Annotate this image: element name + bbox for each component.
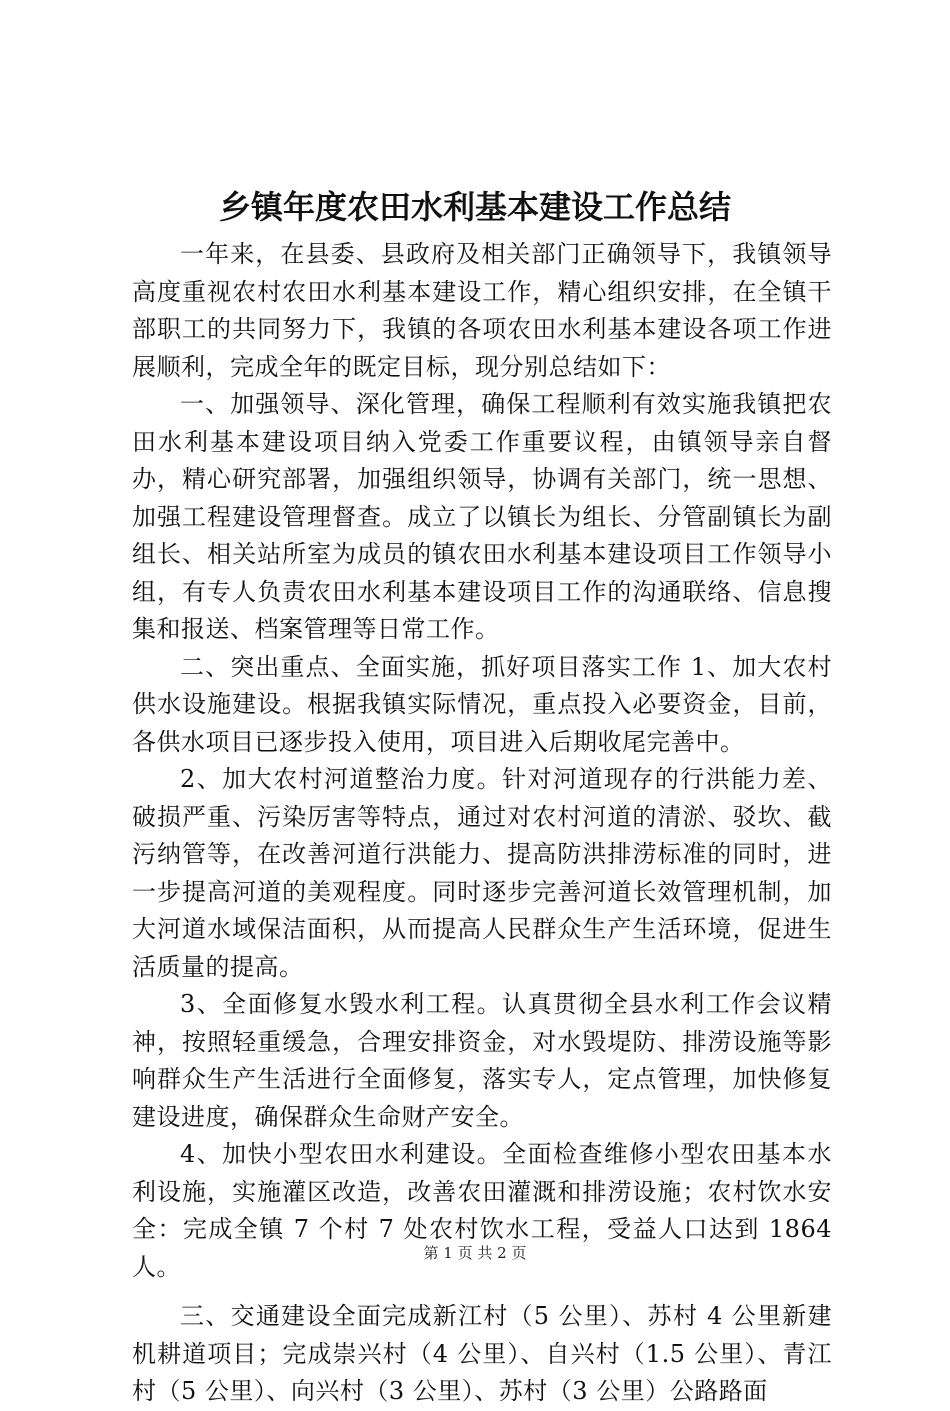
paragraph-section-2: 二、突出重点、全面实施，抓好项目落实工作 1、加大农村供水设施建设。根据我镇实际情况，重点投入必要资金，目前，各供水项目已逐步投入使用，项目进入后期收尾完善中。 (132, 652, 832, 756)
document-title: 乡镇年度农田水利基本建设工作总结 (218, 188, 731, 226)
paragraph-item-3: 3、全面修复水毁水利工程。认真贯彻全县水利工作会议精神，按照轻重缓急，合理安排资金，对水毁堤防、排涝设施等影响群众生产生活进行全面修复，落实专人，定点管理，加快修复建设进度，确保群众生命财产安全。 (132, 990, 832, 1131)
paragraph-item-4: 4、加快小型农田水利建设。全面检查维修小型农田基本水利设施，实施灌区改造，改善农田灌溉和排涝设施；农村饮水安全：完成全镇 7 个村 7 处农村饮水工程，受益人口达到 1864 人。 (132, 1140, 832, 1281)
paragraph-item-2: 2、加大农村河道整治力度。针对河道现存的行洪能力差、破损严重、污染厉害等特点，通过对农村河道的清淤、驳坎、截污纳管等，在改善河道行洪能力、提高防洪排涝标准的同时，进一步提高河道的美观程度。同时逐步完善河道长效管理机制，加大河道水域保洁面积，从而提高人民群众生产生活环境，促进生活质量的提高。 (132, 765, 832, 981)
page-footer: 第 1 页 共 2 页 (423, 1244, 527, 1262)
paragraph-intro: 一年来，在县委、县政府及相关部门正确领导下，我镇领导高度重视农村农田水利基本建设工作，精心组织安排，在全镇干部职工的共同努力下，我镇的各项农田水利基本建设各项工作进展顺利，完成全年的既定目标，现分别总结如下： (132, 240, 832, 381)
document-body (132, 236, 832, 1411)
paragraph-section-1: 一、加强领导、深化管理，确保工程顺利有效实施我镇把农田水利基本建设项目纳入党委工作重要议程，由镇领导亲自督办，精心研究部署，加强组织领导，协调有关部门，统一思想、加强工程建设管理督查。成立了以镇长为组长、分管副镇长为副组长、相关站所室为成员的镇农田水利基本建设项目工作领导小组，有专人负责农田水利基本建设项目工作的沟通联络、信息搜集和报送、档案管理等日常工作。 (132, 390, 832, 643)
paragraph-section-3: 三、交通建设全面完成新江村（5 公里）、苏村 4 公里新建机耕道项目；完成崇兴村（4 公里）、自兴村（1.5 公里）、青江村（5 公里）、向兴村（3 公里）、苏村（3 公里）公路路面 (132, 1302, 832, 1405)
